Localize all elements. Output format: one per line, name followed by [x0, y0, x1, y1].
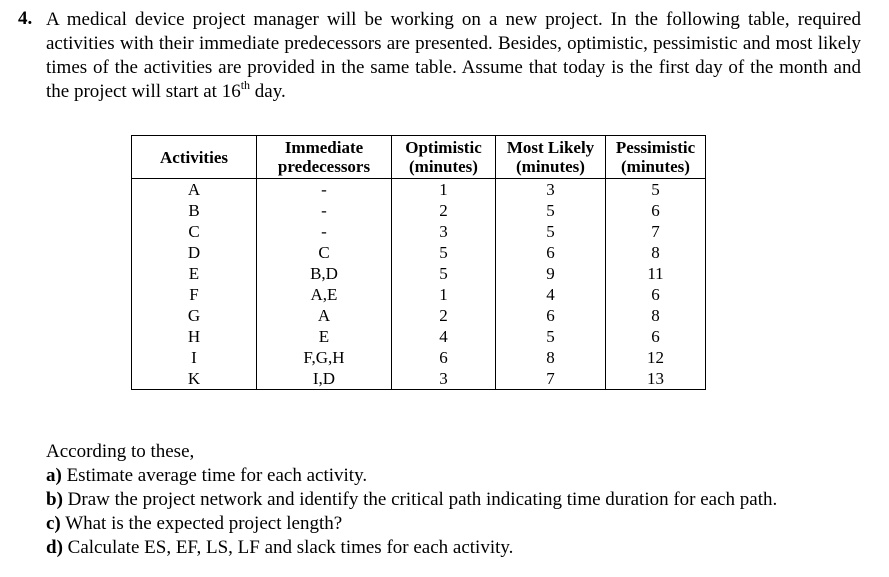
- cell-activity: C: [132, 221, 257, 242]
- cell-optimistic: 1: [392, 284, 496, 305]
- table-row: [132, 263, 706, 284]
- task-text: Draw the project network and identify the critical path indicating time duration for each path.: [67, 489, 778, 510]
- cell-activity: D: [132, 242, 257, 263]
- cell-most-likely: 8: [496, 347, 606, 368]
- cell-pessimistic: 8: [606, 242, 706, 263]
- activity-table: [131, 135, 706, 390]
- cell-optimistic: 3: [392, 368, 496, 390]
- cell-pessimistic: 13: [606, 368, 706, 390]
- header-most-likely: Most Likely (minutes): [496, 136, 606, 179]
- cell-pessimistic: 7: [606, 221, 706, 242]
- cell-most-likely: 6: [496, 242, 606, 263]
- question-intro: [46, 8, 861, 104]
- task-item: [46, 512, 777, 536]
- task-label: d): [46, 537, 63, 558]
- cell-activity: K: [132, 368, 257, 390]
- intro-superscript: th: [240, 77, 251, 92]
- cell-optimistic: 6: [392, 347, 496, 368]
- cell-pessimistic: 6: [606, 284, 706, 305]
- header-optimistic: Optimistic (minutes): [392, 136, 496, 179]
- cell-optimistic: 4: [392, 326, 496, 347]
- cell-optimistic: 2: [392, 200, 496, 221]
- cell-most-likely: 6: [496, 305, 606, 326]
- cell-most-likely: 4: [496, 284, 606, 305]
- task-text: Estimate average time for each activity.: [66, 465, 368, 486]
- cell-most-likely: 7: [496, 368, 606, 390]
- cell-most-likely: 9: [496, 263, 606, 284]
- table-row: [132, 347, 706, 368]
- cell-predecessors: C: [257, 242, 392, 263]
- cell-activity: I: [132, 347, 257, 368]
- cell-activity: H: [132, 326, 257, 347]
- question-number: 4.: [18, 8, 33, 29]
- cell-optimistic: 1: [392, 179, 496, 201]
- cell-predecessors: A: [257, 305, 392, 326]
- cell-activity: A: [132, 179, 257, 201]
- cell-activity: G: [132, 305, 257, 326]
- cell-optimistic: 5: [392, 263, 496, 284]
- cell-activity: E: [132, 263, 257, 284]
- cell-predecessors: A,E: [257, 284, 392, 305]
- cell-pessimistic: 6: [606, 326, 706, 347]
- cell-optimistic: 5: [392, 242, 496, 263]
- cell-optimistic: 3: [392, 221, 496, 242]
- header-predecessors: Immediate predecessors: [257, 136, 392, 179]
- cell-pessimistic: 8: [606, 305, 706, 326]
- cell-most-likely: 5: [496, 326, 606, 347]
- table-row: [132, 284, 706, 305]
- cell-predecessors: F,G,H: [257, 347, 392, 368]
- cell-predecessors: I,D: [257, 368, 392, 390]
- table-row: [132, 221, 706, 242]
- table-header-row: [132, 136, 706, 179]
- cell-activity: B: [132, 200, 257, 221]
- cell-most-likely: 5: [496, 200, 606, 221]
- task-item: [46, 536, 777, 560]
- cell-predecessors: B,D: [257, 263, 392, 284]
- cell-optimistic: 2: [392, 305, 496, 326]
- task-label: a): [46, 465, 62, 486]
- cell-most-likely: 5: [496, 221, 606, 242]
- table-row: [132, 326, 706, 347]
- task-text: What is the expected project length?: [65, 513, 343, 534]
- table-row: [132, 305, 706, 326]
- table-row: [132, 242, 706, 263]
- cell-pessimistic: 12: [606, 347, 706, 368]
- task-label: c): [46, 513, 61, 534]
- question-tasks: [46, 440, 777, 560]
- cell-pessimistic: 5: [606, 179, 706, 201]
- table-row: [132, 200, 706, 221]
- task-item: [46, 464, 777, 488]
- task-label: b): [46, 489, 63, 510]
- cell-most-likely: 3: [496, 179, 606, 201]
- task-item: [46, 488, 777, 512]
- intro-text: A medical device project manager will be working on a new project. In the following table, required activities with their immediate predecessors are presented. Besides, optimistic, pessimistic and most likely times of the activities are provided in the same table. Assume that today is the first day of the month and the project will start at 16: [46, 9, 861, 102]
- intro-text-end: day.: [250, 81, 286, 102]
- cell-predecessors: -: [257, 200, 392, 221]
- table-row: [132, 179, 706, 201]
- header-activities: Activities: [132, 136, 257, 179]
- cell-predecessors: -: [257, 179, 392, 201]
- cell-predecessors: -: [257, 221, 392, 242]
- header-pessimistic: Pessimistic (minutes): [606, 136, 706, 179]
- cell-pessimistic: 11: [606, 263, 706, 284]
- cell-activity: F: [132, 284, 257, 305]
- tasks-lead: According to these,: [46, 441, 195, 462]
- table-row: [132, 368, 706, 390]
- cell-pessimistic: 6: [606, 200, 706, 221]
- cell-predecessors: E: [257, 326, 392, 347]
- task-text: Calculate ES, EF, LS, LF and slack times for each activity.: [67, 537, 514, 558]
